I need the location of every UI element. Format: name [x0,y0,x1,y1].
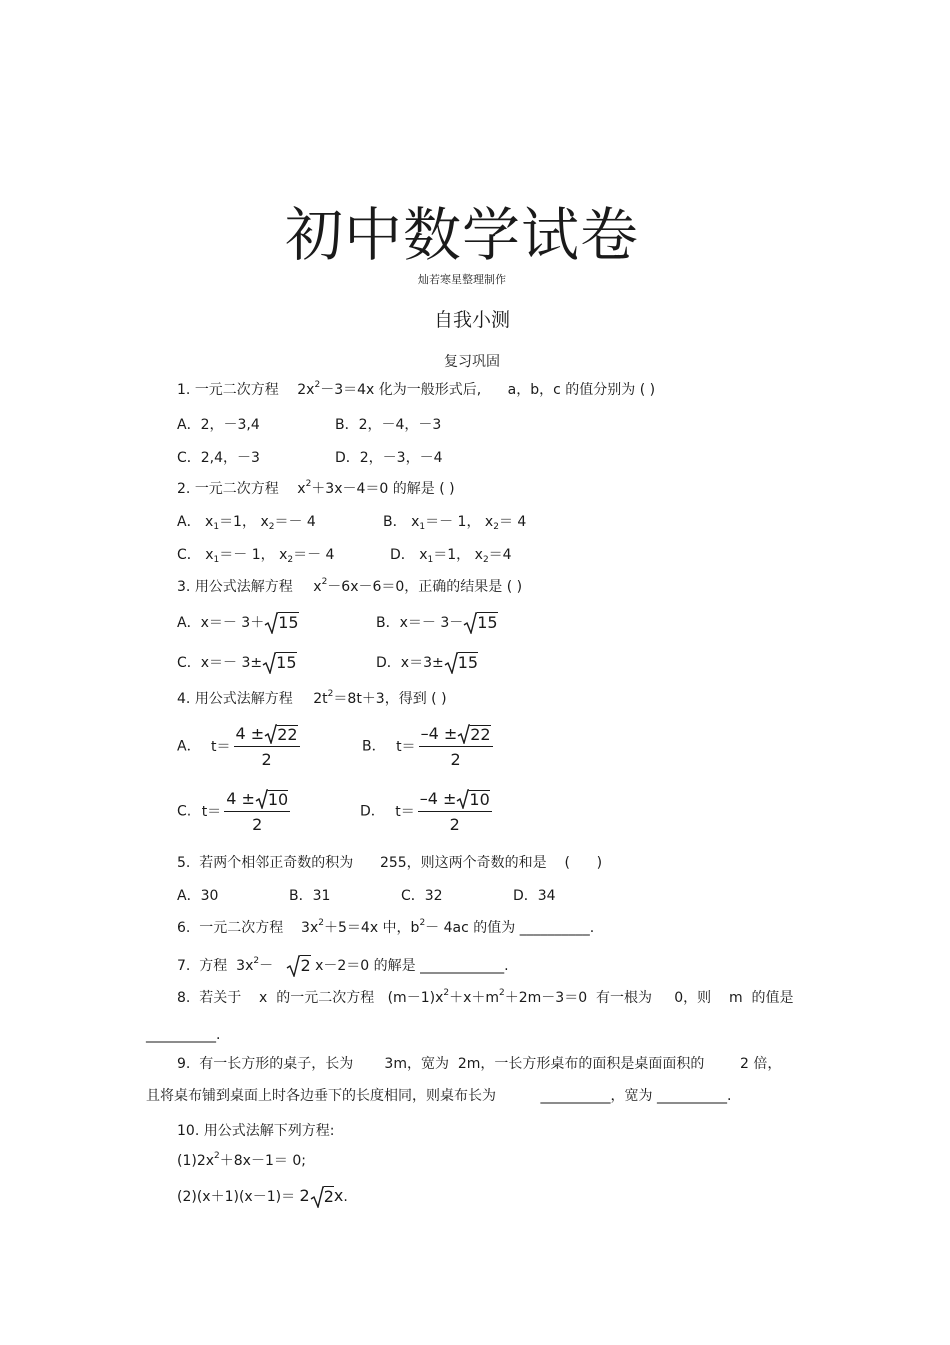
q10-part-1: $(1)2x^2+8x-1= 0$; [177,1151,306,1169]
q5-option-c: C．32 [401,888,443,904]
q4-option-b: B． t＝ –4 ± 22 2 [362,724,491,769]
sqrt-icon [463,612,477,634]
sqrt-icon [264,724,277,744]
q4-option-a: A． t＝ 4 ± 22 2 [177,724,298,769]
q4-option-c: C. t＝ 4 ± 10 2 [177,789,289,834]
fraction: 4 ± 22 2 [235,724,298,769]
q3-option-b: B．x＝－ 3－ 15 [376,613,498,632]
question-5: 5. 若两个相邻正奇数的积为 255，则这两个奇数的和是 ( ) [177,855,603,871]
q2-option-c: C． $x_1=- 1$， $x_2=- 4$ [177,547,335,565]
q5-option-d: D．34 [513,888,556,904]
question-2: 2. 一元二次方程 $x^2+3x-4=0$ 的解是 ( ) [177,479,455,497]
question-1: 1. 一元二次方程 $2x^2-3=4x$ 化为一般形式后, a，b，c 的值分别为 ( ) [177,380,656,398]
fraction: 4 ± 10 2 [226,789,289,834]
q2-option-d: D． $x_1=1$， $x_2=4$ [390,547,512,565]
question-3: 3. 用公式法解方程 $x^2-6x-6=0$，正确的结果是 ( ) [177,577,523,595]
sqrt-icon [456,789,469,809]
section-heading: 自我小测 [433,309,510,331]
q1-option-a: A．2，－3,4 [177,417,260,433]
page-subtitle: 灿若寒星整理制作 [418,273,506,286]
sqrt-icon [444,652,458,674]
sqrt-icon [262,652,276,674]
sqrt-icon [286,955,300,977]
q5-option-b: B．31 [289,888,331,904]
q5-option-a: A．30 [177,888,219,904]
q2-option-a: A． $x_1=1$， $x_2=- 4$ [177,514,316,532]
question-10: 10. 用公式法解下列方程: [177,1123,335,1139]
question-9-line-2: 且将桌布铺到桌面上时各边垂下的长度相同，则桌布长为 __________，宽为 __________. [146,1088,732,1104]
q1-option-b: B．2，－4，－3 [335,417,442,433]
q3-option-d: D．x＝3± 15 [376,653,479,672]
question-4: 4. 用公式法解方程 $2t^2=8t+3$，得到 ( ) [177,689,447,707]
fraction: –4 ± 10 2 [419,789,490,834]
subsection-heading: 复习巩固 [444,354,500,370]
sqrt-icon [264,612,278,634]
q3-option-c: C．x＝－ 3± 15 [177,653,297,672]
question-9-line-1: 9. 有一长方形的桌子，长为 3m，宽为 2m，一长方形桌布的面积是桌面面积的 2 倍， [177,1056,782,1072]
q8-answer-blank: __________. [146,1027,221,1043]
question-7: 7. 方程 $3x^2-$ 2 x－2＝0 的解是 ____________. [177,956,509,975]
q10-part-2: (2)(x＋1)(x－1)＝ 2 2x. [177,1186,348,1206]
q4-option-d: D． t＝ –4 ± 10 2 [360,789,490,834]
q1-option-c: C．2,4，－3 [177,450,260,466]
sqrt-icon [310,1186,324,1208]
question-6: 6. 一元二次方程 $3x^2+5=4x$ 中，$b^2- 4ac$ 的值为 __________. [177,918,595,936]
fraction: –4 ± 22 2 [420,724,491,769]
q3-option-a: A．x＝－ 3＋ 15 [177,613,299,632]
page-title: 初中数学试卷 [284,201,639,269]
q2-option-b: B． $x_1=- 1$， $x_2= 4$ [383,514,527,532]
sqrt-icon [255,789,268,809]
question-8: 8. 若关于 x 的一元二次方程 $(m-1)x^2+x+m^2+2m-3=0$ 有一根为 0，则 m 的值是 [177,988,794,1006]
q1-option-d: D．2，－3，－4 [335,450,443,466]
sqrt-icon [457,724,470,744]
